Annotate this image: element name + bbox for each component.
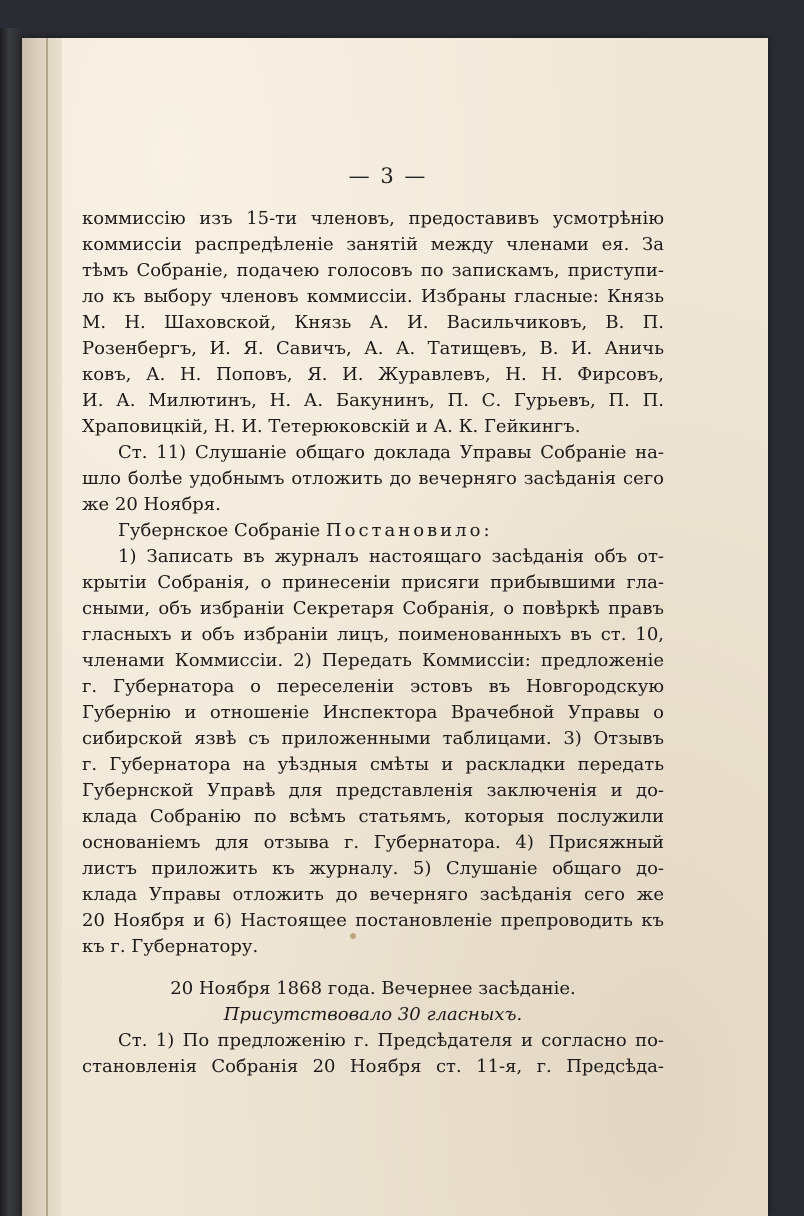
- book-left-edge: [0, 28, 22, 1216]
- text-line: И. А. Милютинъ, Н. А. Бакунинъ, П. С. Гурьевъ, П. П.: [82, 390, 664, 411]
- text-line: становленія Собранія 20 Ноября ст. 11-я, г. Предсѣда-: [82, 1056, 664, 1077]
- text-line: членами Коммиссіи. 2) Передать Коммиссіи: предложеніе: [82, 650, 664, 671]
- text-line: листъ приложить къ журналу. 5) Слушаніе общаго до-: [82, 858, 664, 879]
- text-line: ло къ выбору членовъ коммиссіи. Избраны гласные: Князь: [82, 286, 664, 307]
- resolution-heading: [82, 518, 664, 544]
- text-line: Ст. 11) Слушаніе общаго доклада Управы Собраніе на-: [118, 442, 664, 463]
- text-line: Храповицкій, Н. И. Тетерюковскій и А. К. Гейкингъ.: [82, 416, 581, 437]
- text-line: Губернской Управѣ для представленія заключенія и до-: [82, 780, 664, 801]
- text-line: сными, объ избраніи Секретаря Собранія, о повѣркѣ правъ: [82, 598, 664, 619]
- page-gutter: [22, 38, 62, 1216]
- text-line: тѣмъ Собраніе, подачею голосовъ по запискамъ, приступи-: [82, 260, 664, 281]
- page-number: — 3 —: [348, 164, 428, 188]
- attendance-line: Присутствовало 30 гласныхъ.: [223, 1004, 523, 1025]
- text-line: шло болѣе удобнымъ отложить до вечерняго засѣданія сего: [82, 468, 664, 489]
- book-page: [22, 38, 768, 1216]
- text-line: крытіи Собранія, о принесеніи присяги прибывшими гла-: [82, 572, 664, 593]
- text-line: коммиссіи распредѣленіе занятій между членами ея. За: [82, 234, 664, 255]
- text-line: г. Губернатора о переселеніи эстовъ въ Новгородскую: [82, 676, 664, 697]
- text-line: Ст. 1) По предложенію г. Предсѣдателя и согласно по-: [118, 1030, 664, 1051]
- text-line: ковъ, А. Н. Поповъ, Я. И. Журавлевъ, Н. Н. Фирсовъ,: [82, 364, 664, 385]
- binding-line: [46, 38, 48, 1216]
- text-line: 20 Ноября и 6) Настоящее постановленіе препроводить къ: [82, 910, 664, 931]
- resolution-lead: Губернское Собраніе: [118, 520, 321, 541]
- text-line: г. Губернатора на уѣздныя смѣты и раскладки передать: [82, 754, 664, 775]
- text-line: клада Собранію по всѣмъ статьямъ, которыя послужили: [82, 806, 664, 827]
- text-line: М. Н. Шаховской, Князь А. И. Васильчиковъ, В. П.: [82, 312, 664, 333]
- text-line: клада Управы отложить до вечерняго засѣданія сего же: [82, 884, 664, 905]
- text-line: Розенбергъ, И. Я. Савичъ, А. А. Татищевъ, В. И. Аничь: [82, 338, 664, 359]
- text-line: гласныхъ и объ избраніи лицъ, поименованныхъ въ ст. 10,: [82, 624, 664, 645]
- text-line: коммиссію изъ 15-ти членовъ, предоставивъ усмотрѣнію: [82, 208, 664, 229]
- text-line: Губернію и отношеніе Инспектора Врачебной Управы о: [82, 702, 664, 723]
- session-heading: 20 Ноября 1868 года. Вечернее засѣданіе.: [170, 978, 576, 999]
- text-line: основаніемъ для отзыва г. Губернатора. 4) Присяжный: [82, 832, 664, 853]
- text-line: къ г. Губернатору.: [82, 936, 259, 957]
- resolution-word: Постановило:: [325, 520, 493, 541]
- text-line: 1) Записать въ журналъ настоящаго засѣданія объ от-: [118, 546, 664, 567]
- text-line: сибирской язвѣ съ приложенными таблицами. 3) Отзывъ: [82, 728, 664, 749]
- body-text: [82, 206, 664, 1080]
- text-line: же 20 Ноября.: [82, 494, 221, 515]
